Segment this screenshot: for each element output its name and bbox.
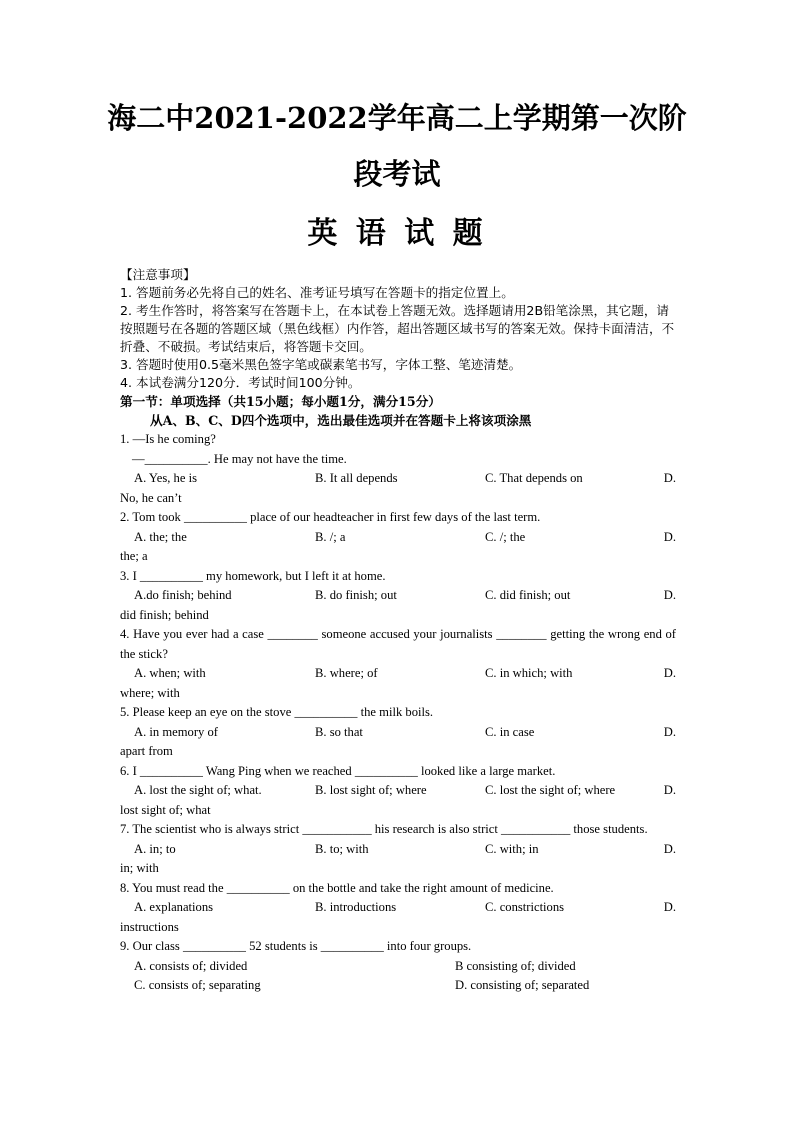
option-row [120, 586, 676, 606]
option-a: A. explanations [134, 900, 214, 914]
option-row [120, 957, 676, 977]
option-b: B consisting of; divided [455, 958, 576, 973]
option-c: C. /; the [485, 529, 526, 544]
option-d: D. [663, 900, 676, 914]
option-c: C. in case [485, 724, 535, 739]
question-stem: 5. Please keep an eye on the stove __________ the milk boils. [120, 705, 434, 719]
note-item-3: 3. 答题时使用0.5毫米黑色签字笔或碳素笔书写，字体工整、笔迹清楚。 [120, 357, 522, 372]
question-2 [120, 508, 676, 567]
option-d: D. [663, 471, 676, 485]
option-row [120, 781, 676, 801]
option-a: A. in memory of [134, 724, 218, 739]
option-d: D. [663, 841, 676, 856]
option-d-text: No, he can’t [120, 490, 182, 505]
question-9 [120, 937, 676, 996]
option-b: B. where; of [315, 666, 378, 680]
option-b: B. /; a [315, 529, 346, 544]
question-stem: 1. —Is he coming? [120, 432, 216, 446]
option-d: D. consisting of; separated [455, 978, 590, 992]
option-c: C. constrictions [485, 900, 565, 914]
option-row [120, 664, 676, 684]
question-stem: 7. The scientist who is always strict ___________ his research is also strict ___________ those students. [120, 822, 648, 836]
question-stem: 8. You must read the __________ on the bottle and take the right amount of medicine. [120, 880, 554, 895]
section-instruction: 从A、B、C、D四个选项中，选出最佳选项并在答题卡上将该项涂黑 [150, 413, 532, 428]
question-stem: 4. Have you ever had a case ________ someone accused your journalists ________ getting the wrong end of the stick? [120, 627, 676, 661]
option-d-text: the; a [120, 549, 148, 563]
option-d: D. [663, 724, 676, 739]
option-d: D. [663, 588, 676, 602]
option-b: B. so that [315, 724, 363, 739]
option-b: B. introductions [315, 900, 397, 914]
question-8 [120, 879, 676, 938]
note-item-2: 2. 考生作答时，将答案写在答题卡上，在本试卷上答题无效。选择题请用2B铅笔涂黑，其它题，请按照题号在各题的答题区域（黑色线框）内作答，超出答题区域书写的答案无效。保持卡面清洁，不折叠、不破损。考试结束后，将答题卡交回。 [120, 303, 675, 354]
option-a: A. Yes, he is [134, 471, 197, 485]
notes-heading: 【注意事项】 [120, 267, 196, 282]
option-a: A. when; with [134, 666, 206, 680]
option-b: B. do finish; out [315, 588, 397, 602]
option-a: A.do finish; behind [134, 588, 232, 602]
question-5 [120, 703, 676, 762]
option-row [120, 840, 676, 860]
option-d-text: in; with [120, 861, 159, 875]
option-row [120, 469, 676, 489]
exam-subject-title: 英 语 试 题 [307, 216, 487, 251]
exam-title-line1: 海二中2021-2022学年高二上学期第一次阶 [107, 101, 687, 135]
option-row [120, 976, 676, 996]
exam-title-line2: 段考试 [353, 157, 441, 191]
section-heading: 第一节：单项选择（共15小题；每小题1分，满分15分） [120, 394, 441, 409]
note-item-1: 1. 答题前务必先将自己的姓名、准考证号填写在答题卡的指定位置上。 [120, 285, 514, 300]
question-stem: 3. I __________ my homework, but I left it at home. [120, 568, 386, 583]
option-d-text: apart from [120, 744, 173, 758]
exam-content [120, 266, 676, 996]
option-c: C. in which; with [485, 666, 573, 680]
notes-block [120, 266, 676, 392]
option-d-text: where; with [120, 685, 180, 700]
question-7 [120, 820, 676, 879]
question-1 [120, 430, 676, 508]
question-answer-line: —__________. He may not have the time. [132, 451, 347, 466]
option-c: C. That depends on [485, 471, 583, 485]
question-stem: 6. I __________ Wang Ping when we reached __________ looked like a large market. [120, 763, 556, 778]
option-d: D. [663, 529, 676, 544]
option-c: C. with; in [485, 841, 539, 856]
option-b: B. It all depends [315, 471, 398, 485]
option-b: B. lost sight of; where [315, 783, 427, 797]
option-d: D. [663, 666, 676, 680]
option-d-text: instructions [120, 919, 179, 934]
question-stem: 2. Tom took __________ place of our headteacher in first few days of the last term. [120, 510, 541, 524]
option-c: C. lost the sight of; where [485, 783, 616, 797]
option-a: A. consists of; divided [134, 958, 248, 973]
question-6 [120, 762, 676, 821]
option-a: A. in; to [134, 841, 176, 856]
option-row [120, 723, 676, 743]
question-stem: 9. Our class __________ 52 students is __________ into four groups. [120, 939, 472, 953]
option-c: C. did finish; out [485, 588, 571, 602]
option-a: A. lost the sight of; what. [134, 783, 262, 797]
note-item-4: 4. 本试卷满分120分．考试时间100分钟。 [120, 375, 361, 390]
option-d-text: lost sight of; what [120, 802, 211, 817]
option-b: B. to; with [315, 841, 369, 856]
question-3 [120, 567, 676, 626]
option-d-text: did finish; behind [120, 607, 209, 622]
option-c: C. consists of; separating [134, 978, 261, 992]
option-d: D. [663, 783, 676, 797]
option-row [120, 898, 676, 918]
option-row [120, 528, 676, 548]
question-4 [120, 625, 676, 703]
option-a: A. the; the [134, 529, 187, 544]
